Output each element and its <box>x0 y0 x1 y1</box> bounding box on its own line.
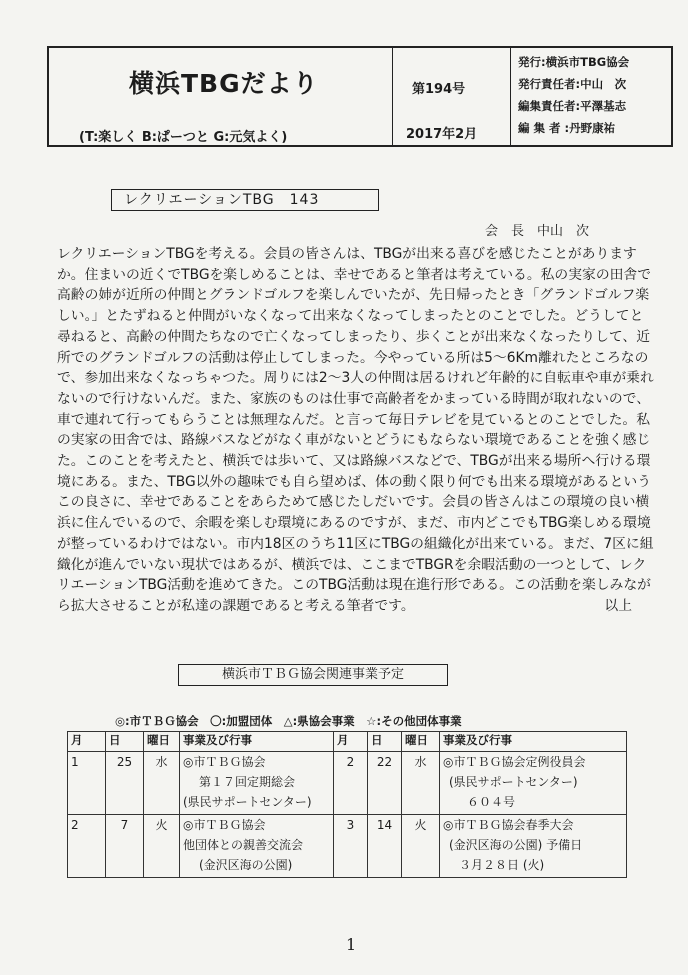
table-row <box>68 815 627 878</box>
event-line: (金沢区海の公園) 予備日 <box>449 838 583 852</box>
issue-number: 第194号 <box>412 82 466 97</box>
header-day: 日 <box>106 732 144 752</box>
month-cell: 2 <box>334 752 368 815</box>
masthead-issue-cell <box>392 48 511 145</box>
newsletter-title: 横浜TBGだより <box>129 69 319 98</box>
weekday-cell: 水 <box>144 752 180 815</box>
schedule-title: 横浜市ＴＢＧ協会関連事業予定 <box>178 664 448 686</box>
header-event: 事業及び行事 <box>180 732 334 752</box>
day-cell: 22 <box>368 752 402 815</box>
month-cell: 1 <box>68 752 106 815</box>
table-row <box>68 752 627 815</box>
event-cell <box>180 815 334 878</box>
editor: 編 集 者 :丹野康祐 <box>518 121 616 135</box>
table-header-row <box>68 732 627 752</box>
article-title: レクリエーションTBG 143 <box>111 189 379 211</box>
day-cell: 25 <box>106 752 144 815</box>
event-cell <box>440 815 627 878</box>
article-body <box>57 244 657 617</box>
month-cell: 3 <box>334 815 368 878</box>
month-cell: 2 <box>68 815 106 878</box>
header-day: 日 <box>368 732 402 752</box>
event-cell <box>180 752 334 815</box>
event-line: ◎市ＴＢＧ協会定例役員会 <box>443 755 586 769</box>
event-line: ６０４号 <box>467 795 516 809</box>
event-line: 他団体との親善交流会 <box>183 838 304 852</box>
newsletter-subtitle: (T:楽しく B:ぱーつと G:元気よく) <box>79 130 288 145</box>
masthead-credits-cell <box>510 48 671 145</box>
header-weekday: 曜日 <box>402 732 440 752</box>
event-line: ◎市ＴＢＧ協会 <box>183 818 266 832</box>
article-closing: 以上 <box>604 597 632 614</box>
schedule-legend: ◎:市ＴＢＧ協会 〇:加盟団体 △:県協会事業 ☆:その他団体事業 <box>115 714 462 728</box>
header-weekday: 曜日 <box>144 732 180 752</box>
event-line: (県民サポートセンター) <box>183 795 312 809</box>
event-line: ◎市ＴＢＧ協会 <box>183 755 266 769</box>
masthead-title-cell <box>49 48 393 145</box>
article-body-text: レクリエーションTBGを考える。会員の皆さんは、TBGが出来る喜びを感じたことがありますか。住まいの近くでTBGを楽しめることは、幸せであると筆者は考えている。私の実家の田舎で高齢の姉が近所の仲間とグランドゴルフを楽しんでいたが、先日帰ったとき「グランドゴルフ楽しい。」とたずねると仲間がいなくなって出来なくなってしまったとのことでした。どうしてと尋ねると、高齢の仲間たちなので亡くなってしまったり、歩くことが出来なくなったりして、近所でのグランドゴルフの活動は停止してしまった。今やっている所は5〜6Km離れたところなので、参加出来なくなっちゃつた。周りには2〜3人の仲間は居るけれど年齢的に自転車や車が乗れないので行けないんだ。また、家族のものは仕事で高齢者をかまっている時間が取れないので、車で連れて行ってもらうことは無理なんだ。と言って毎日テレビを見ているとのことでした。私の実家の田舎では、路線バスなどがなく車がないとどうにもならない環境であることを強く感じた。このことを考えたと、横浜では歩いて、又は路線バスなどで、TBGが出来る場所へ行ける環境にある。また、TBG以外の趣味でも自ら望めば、体の動く限り何でも出来る環境があるというこの良さに、幸せであることをあらためて感じたしだいです。会員の皆さんはこの環境の良い横浜に住んでいるので、余暇を楽しむ環境にあるのですが、まだ、市内どこでもTBG楽しめる環境が整っているわけではない。市内18区のうち11区にTBGの組織化が出来ている。まだ、7区に組織化が進んでいない現状ではあるが、横浜では、ここまでTBGRを余暇活動の一つとして、レクリエーションTBG活動を進めてきた。このTBG活動は現在進行形である。この活動を楽しみながら拡大させることが私達の課題であると考える筆者です。 <box>57 246 654 614</box>
issue-date: 2017年2月 <box>406 127 478 142</box>
header-month: 月 <box>68 732 106 752</box>
event-line: (県民サポートセンター) <box>449 775 578 789</box>
schedule-table <box>67 731 627 878</box>
day-cell: 14 <box>368 815 402 878</box>
weekday-cell: 火 <box>402 815 440 878</box>
event-line: ◎市ＴＢＧ協会春季大会 <box>443 818 574 832</box>
event-cell <box>440 752 627 815</box>
weekday-cell: 水 <box>402 752 440 815</box>
header-event: 事業及び行事 <box>440 732 627 752</box>
header-month: 月 <box>334 732 368 752</box>
weekday-cell: 火 <box>144 815 180 878</box>
event-line: ３月２８日 (火) <box>459 858 545 872</box>
responsible-person: 発行責任者:中山 次 <box>518 77 627 91</box>
event-line: (金沢区海の公園) <box>199 858 293 872</box>
article-author: 会 長 中山 次 <box>485 224 590 239</box>
masthead <box>47 46 673 147</box>
day-cell: 7 <box>106 815 144 878</box>
chief-editor: 編集責任者:平澤基志 <box>518 99 627 113</box>
event-line: 第１７回定期総会 <box>199 775 296 789</box>
publisher: 発行:横浜市TBG協会 <box>518 55 630 69</box>
page-number: 1 <box>346 935 357 954</box>
